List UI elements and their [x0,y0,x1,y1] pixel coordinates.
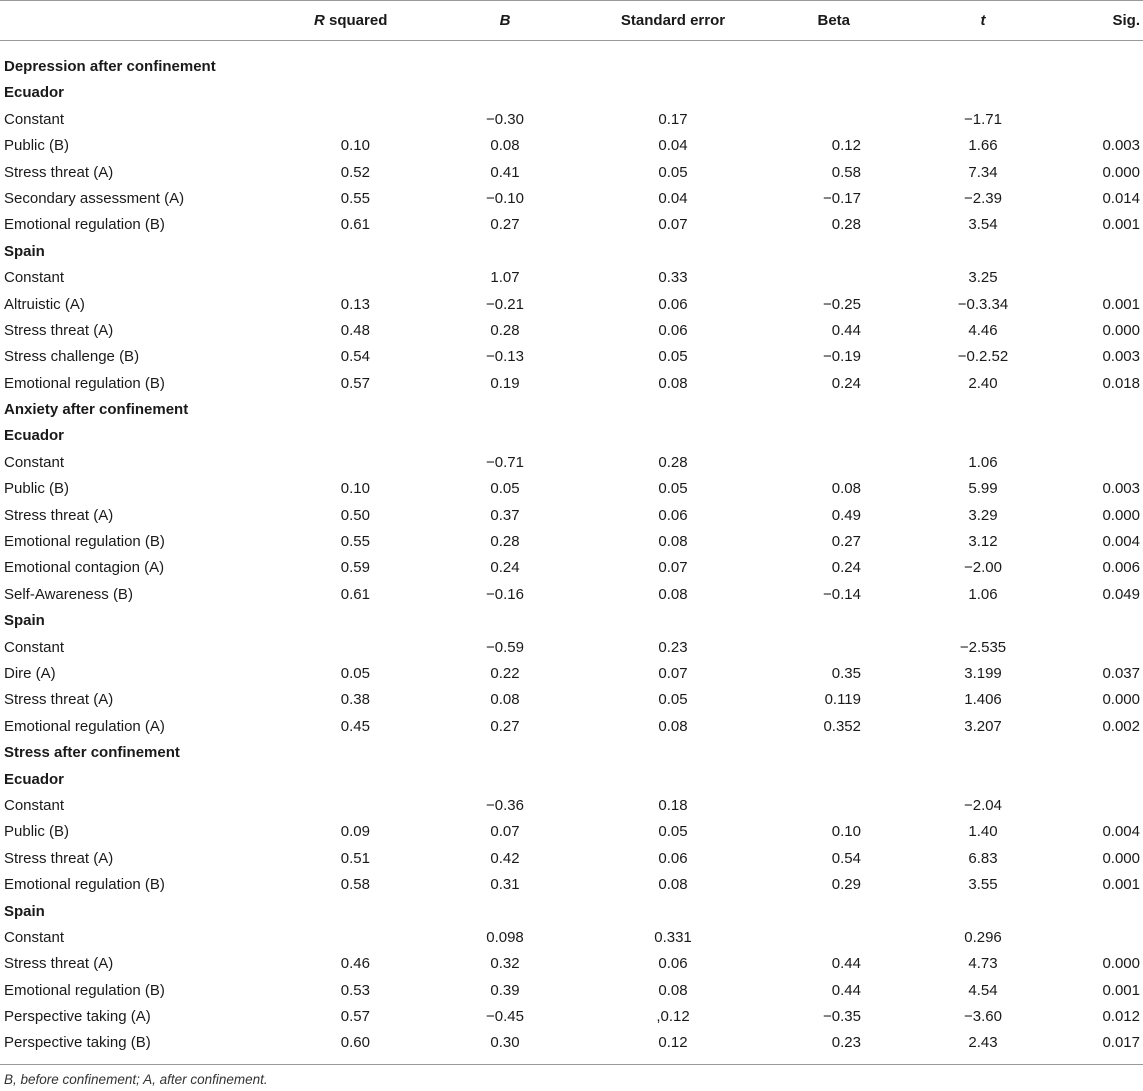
cell-b: 0.05 [490,480,520,498]
cell-b: −0.45 [486,1008,524,1026]
cell-t: 3.207 [964,717,1002,735]
row-label: Public (B) [4,137,70,155]
table-row [0,977,1143,1003]
cell-b: 0.07 [490,823,520,841]
cell-b: 1.07 [490,269,520,287]
cell-t: −2.00 [964,559,1002,577]
cell-standard-error: 0.06 [658,321,688,339]
cell-t: 2.43 [968,1034,998,1052]
cell-r-squared: 0.61 [340,216,370,234]
cell-t: −3.60 [964,1008,1002,1026]
cell-t: 7.34 [968,163,998,181]
table-row [0,211,1143,237]
cell-t: 1.06 [968,585,998,603]
cell-b: 0.27 [490,717,520,735]
table-footnote: B, before confinement; A, after confinement. [4,1072,268,1087]
cell-standard-error: 0.07 [658,216,688,234]
table-row [0,554,1143,580]
cell-r-squared: 0.61 [340,585,370,603]
cell-beta: 0.10 [831,823,861,841]
cell-r-squared: 0.55 [340,189,370,207]
cell-beta: 0.119 [824,691,861,709]
cell-t: 3.55 [968,876,998,894]
row-label: Self-Awareness (B) [4,585,133,603]
cell-sig: 0.037 [1102,664,1140,682]
cell-b: −0.21 [486,295,524,313]
row-label: Spain [4,902,45,920]
table-row [0,502,1143,528]
cell-b: 0.39 [490,981,520,999]
cell-r-squared: 0.57 [340,374,370,392]
cell-sig: 0.017 [1102,1034,1140,1052]
cell-standard-error: 0.23 [658,638,688,656]
country-heading-row [0,238,1143,264]
country-heading-row [0,766,1143,792]
table-row [0,950,1143,976]
cell-beta: 0.24 [831,559,861,577]
cell-r-squared: 0.60 [340,1034,370,1052]
cell-standard-error: 0.05 [658,823,688,841]
cell-standard-error: 0.07 [658,559,688,577]
header-rule [0,40,1143,41]
cell-sig: 0.001 [1102,295,1140,313]
table-row [0,818,1143,844]
cell-standard-error: 0.08 [658,717,688,735]
row-label: Emotional regulation (B) [4,981,165,999]
table-row [0,528,1143,554]
table-row [0,132,1143,158]
cell-sig: 0.003 [1102,137,1140,155]
cell-r-squared: 0.53 [340,981,370,999]
cell-standard-error: 0.05 [658,163,688,181]
country-heading-row [0,607,1143,633]
row-label: Ecuador [4,84,65,102]
row-label: Secondary assessment (A) [4,189,185,207]
row-label: Spain [4,242,45,260]
row-label: Emotional regulation (B) [4,374,165,392]
table-row [0,449,1143,475]
cell-r-squared: 0.54 [340,348,370,366]
cell-sig: 0.014 [1102,189,1140,207]
cell-standard-error: 0.05 [658,480,688,498]
header-standard-error: Standard error [620,12,726,29]
cell-r-squared: 0.13 [340,295,370,313]
row-label: Emotional regulation (B) [4,216,165,234]
cell-t: −0.3.34 [957,295,1009,313]
table-row [0,343,1143,369]
cell-standard-error: 0.331 [654,928,692,946]
country-heading-row [0,898,1143,924]
cell-beta: 0.28 [831,216,861,234]
cell-standard-error: 0.07 [658,664,688,682]
table-row [0,291,1143,317]
row-label: Public (B) [4,480,70,498]
table-row [0,924,1143,950]
cell-beta: 0.27 [831,533,861,551]
cell-b: −0.30 [486,110,524,128]
cell-b: 0.37 [490,506,520,524]
header-b: B [499,12,511,29]
row-label: Emotional regulation (A) [4,717,165,735]
cell-standard-error: 0.08 [658,533,688,551]
cell-standard-error: 0.08 [658,374,688,392]
row-label: Public (B) [4,823,70,841]
cell-sig: 0.049 [1102,585,1140,603]
table-row [0,581,1143,607]
cell-standard-error: 0.06 [658,849,688,867]
cell-t: 4.54 [968,981,998,999]
row-label: Constant [4,453,65,471]
cell-b: 0.24 [490,559,520,577]
cell-t: 3.25 [968,269,998,287]
table-row [0,185,1143,211]
cell-b: 0.28 [490,321,520,339]
header-r-squared: R squared [314,12,388,29]
cell-sig: 0.006 [1102,559,1140,577]
cell-b: −0.10 [486,189,524,207]
row-label: Anxiety after confinement [4,401,189,419]
row-label: Altruistic (A) [4,295,85,313]
cell-t: 3.12 [968,533,998,551]
cell-beta: 0.49 [831,506,861,524]
cell-t: 1.66 [968,137,998,155]
row-label: Ecuador [4,427,65,445]
header-t: t [980,12,986,29]
cell-b: 0.28 [490,533,520,551]
cell-t: 0.296 [964,928,1002,946]
cell-standard-error: 0.06 [658,506,688,524]
row-label: Emotional contagion (A) [4,559,165,577]
row-label: Constant [4,269,65,287]
cell-r-squared: 0.55 [340,533,370,551]
cell-b: 0.19 [490,374,520,392]
cell-standard-error: 0.12 [658,1034,688,1052]
cell-t: −2.04 [964,796,1002,814]
table-row [0,1029,1143,1055]
row-label: Stress threat (A) [4,163,114,181]
table-header [0,0,1143,40]
cell-r-squared: 0.09 [340,823,370,841]
cell-r-squared: 0.51 [340,849,370,867]
row-label: Stress threat (A) [4,955,114,973]
cell-beta: 0.352 [823,717,861,735]
cell-b: 0.08 [490,137,520,155]
cell-t: 2.40 [968,374,998,392]
row-label: Constant [4,928,65,946]
table-body [0,53,1143,1056]
cell-t: 6.83 [968,849,998,867]
cell-t: 3.29 [968,506,998,524]
cell-b: −0.71 [486,453,524,471]
cell-sig: 0.001 [1102,216,1140,234]
row-label: Stress challenge (B) [4,348,140,366]
cell-beta: 0.35 [831,664,861,682]
row-label: Constant [4,110,65,128]
cell-sig: 0.001 [1102,981,1140,999]
cell-r-squared: 0.59 [340,559,370,577]
cell-standard-error: 0.08 [658,585,688,603]
cell-sig: 0.000 [1102,955,1140,973]
cell-beta: 0.23 [831,1034,861,1052]
cell-beta: 0.44 [831,321,861,339]
row-label: Emotional regulation (B) [4,876,165,894]
cell-standard-error: 0.08 [658,981,688,999]
cell-b: −0.16 [486,585,524,603]
cell-r-squared: 0.48 [340,321,370,339]
table-row [0,317,1143,343]
cell-r-squared: 0.52 [340,163,370,181]
cell-beta: −0.14 [823,585,861,603]
cell-t: −0.2.52 [957,348,1009,366]
row-label: Constant [4,638,65,656]
cell-b: 0.22 [490,664,520,682]
table-row [0,845,1143,871]
table-row [0,106,1143,132]
cell-beta: 0.58 [831,163,861,181]
cell-standard-error: 0.04 [658,189,688,207]
cell-beta: 0.08 [831,480,861,498]
cell-sig: 0.000 [1102,506,1140,524]
cell-sig: 0.004 [1102,823,1140,841]
cell-b: −0.59 [486,638,524,656]
cell-beta: 0.12 [831,137,861,155]
row-label: Emotional regulation (B) [4,533,165,551]
cell-sig: 0.000 [1102,849,1140,867]
cell-r-squared: 0.45 [340,717,370,735]
cell-standard-error: 0.17 [658,110,688,128]
cell-beta: 0.54 [831,849,861,867]
cell-b: −0.36 [486,796,524,814]
cell-r-squared: 0.57 [340,1008,370,1026]
header-sig: Sig. [1112,12,1140,29]
cell-beta: 0.44 [831,981,861,999]
cell-standard-error: 0.33 [658,269,688,287]
cell-sig: 0.000 [1102,691,1140,709]
cell-t: 5.99 [968,480,998,498]
cell-sig: 0.018 [1102,374,1140,392]
cell-sig: 0.004 [1102,533,1140,551]
cell-standard-error: 0.18 [658,796,688,814]
table-row [0,264,1143,290]
cell-sig: 0.002 [1102,717,1140,735]
cell-b: 0.27 [490,216,520,234]
cell-t: 1.40 [968,823,998,841]
cell-t: 4.73 [968,955,998,973]
cell-t: 1.06 [968,453,998,471]
cell-beta: −0.17 [823,189,861,207]
cell-standard-error: 0.05 [658,691,688,709]
row-label: Dire (A) [4,664,56,682]
cell-b: 0.098 [486,928,524,946]
cell-b: 0.32 [490,955,520,973]
cell-standard-error: 0.06 [658,955,688,973]
cell-sig: 0.003 [1102,348,1140,366]
row-label: Perspective taking (B) [4,1034,151,1052]
cell-sig: 0.000 [1102,163,1140,181]
cell-t: 3.199 [964,664,1002,682]
cell-r-squared: 0.50 [340,506,370,524]
table-row [0,792,1143,818]
country-heading-row [0,422,1143,448]
cell-sig: 0.012 [1102,1008,1140,1026]
cell-sig: 0.000 [1102,321,1140,339]
cell-standard-error: 0.05 [658,348,688,366]
row-label: Spain [4,612,45,630]
country-heading-row [0,79,1143,105]
cell-beta: 0.24 [831,374,861,392]
table-row [0,634,1143,660]
cell-b: 0.42 [490,849,520,867]
cell-r-squared: 0.10 [340,137,370,155]
cell-b: −0.13 [486,348,524,366]
cell-b: 0.30 [490,1034,520,1052]
header-beta: Beta [817,12,850,29]
cell-b: 0.08 [490,691,520,709]
row-label: Stress threat (A) [4,506,114,524]
cell-standard-error: ,0.12 [656,1008,690,1026]
cell-beta: −0.25 [823,295,861,313]
section-heading-row [0,739,1143,765]
cell-b: 0.31 [490,876,520,894]
row-label: Stress threat (A) [4,691,114,709]
cell-r-squared: 0.46 [340,955,370,973]
row-label: Constant [4,796,65,814]
cell-beta: −0.19 [823,348,861,366]
row-label: Stress after confinement [4,744,180,762]
row-label: Ecuador [4,770,65,788]
section-heading-row [0,396,1143,422]
table-row [0,370,1143,396]
cell-standard-error: 0.04 [658,137,688,155]
cell-r-squared: 0.58 [340,876,370,894]
cell-beta: 0.29 [831,876,861,894]
cell-standard-error: 0.28 [658,453,688,471]
table-row [0,475,1143,501]
cell-standard-error: 0.06 [658,295,688,313]
cell-r-squared: 0.05 [340,664,370,682]
cell-sig: 0.001 [1102,876,1140,894]
cell-t: −1.71 [964,110,1002,128]
cell-t: 4.46 [968,321,998,339]
row-label: Stress threat (A) [4,849,114,867]
cell-standard-error: 0.08 [658,876,688,894]
row-label: Perspective taking (A) [4,1008,151,1026]
table-row [0,686,1143,712]
cell-t: −2.535 [959,638,1007,656]
cell-r-squared: 0.38 [340,691,370,709]
cell-beta: 0.44 [831,955,861,973]
cell-t: −2.39 [964,189,1002,207]
section-heading-row [0,53,1143,79]
table-row [0,660,1143,686]
table-row [0,713,1143,739]
table-row [0,871,1143,897]
table-row [0,1003,1143,1029]
cell-r-squared: 0.10 [340,480,370,498]
row-label: Depression after confinement [4,58,216,75]
cell-beta: −0.35 [823,1008,861,1026]
cell-t: 3.54 [968,216,998,234]
cell-sig: 0.003 [1102,480,1140,498]
cell-t: 1.406 [964,691,1002,709]
table-row [0,159,1143,185]
cell-b: 0.41 [490,163,520,181]
row-label: Stress threat (A) [4,321,114,339]
table-bottom-rule [0,1064,1143,1065]
